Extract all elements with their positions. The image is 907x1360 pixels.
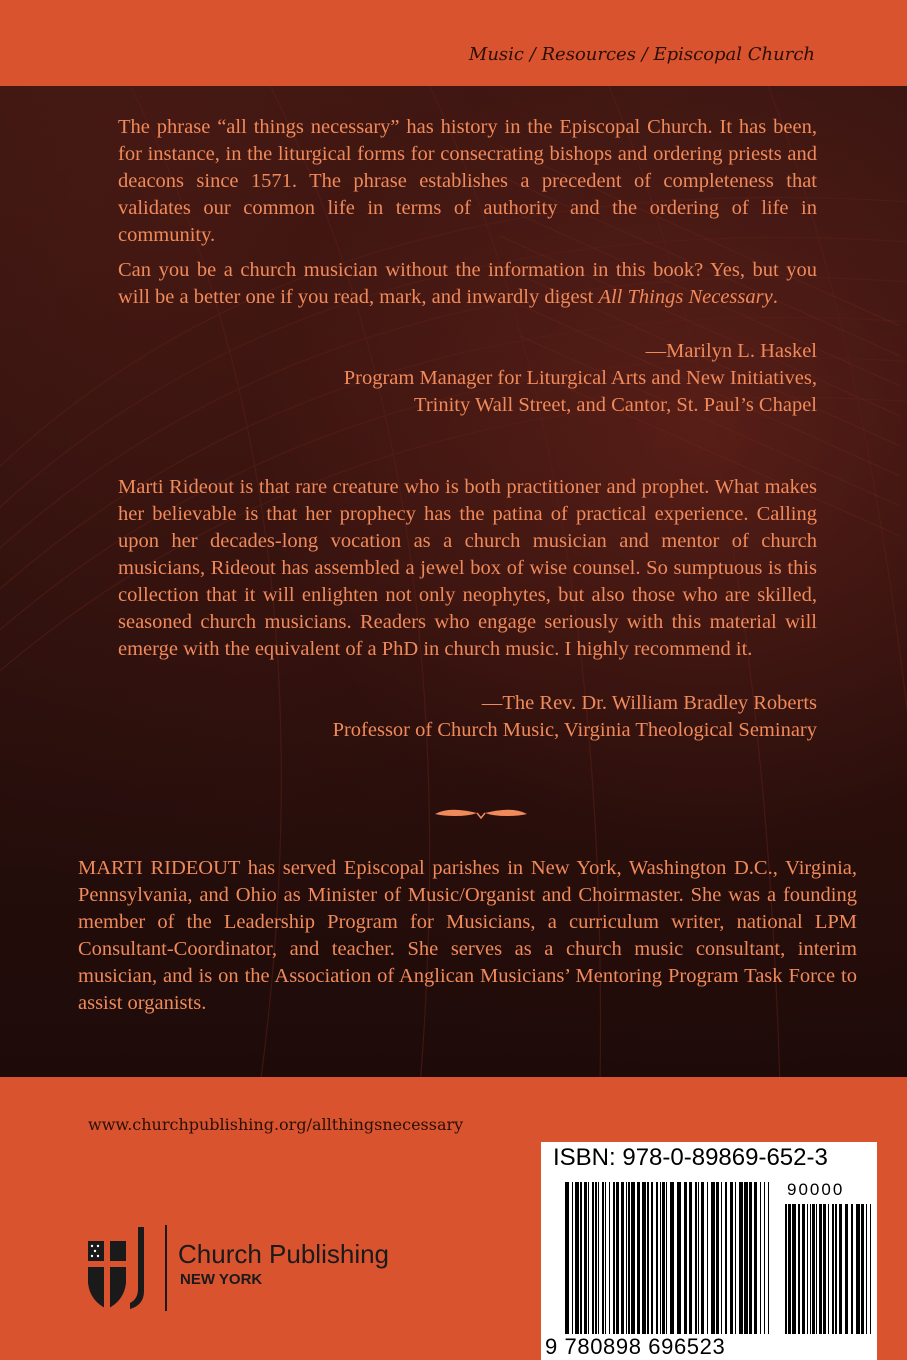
- barcode-bar: [609, 1182, 610, 1334]
- barcode-bar: [621, 1182, 624, 1334]
- author-name: MARTI RIDEOUT: [78, 857, 241, 879]
- isbn-barcode-box: [541, 1142, 877, 1360]
- barcode-bar: [677, 1182, 681, 1334]
- barcode-bar: [642, 1182, 646, 1334]
- barcode-bar: [628, 1182, 630, 1334]
- barcode-bar: [670, 1182, 674, 1334]
- barcode-bar: [861, 1204, 864, 1334]
- barcode-bar: [716, 1182, 719, 1334]
- endorsement-2-attribution: [333, 690, 817, 744]
- barcode-bar: [588, 1182, 589, 1334]
- barcode-bar: [689, 1182, 692, 1334]
- barcode-bar: [662, 1182, 665, 1334]
- website-url[interactable]: www.churchpublishing.org/allthingsnecessary: [88, 1115, 464, 1134]
- barcode-bar: [631, 1182, 635, 1334]
- endorser-role-line-1: Program Manager for Liturgical Arts and New Initiatives,: [343, 367, 817, 389]
- endorser-role: Professor of Church Music, Virginia Theological Seminary: [332, 719, 817, 741]
- endorsement-2-paragraph: Marti Rideout is that rare creature who is both practitioner and prophet. What makes her believable is that her prophecy has the patina of practical experience. Calling upon her decades-long vocation as a church musician and mentor of church musicians, Rideout has assembled a jewel box of wise counsel. So sumptuous is this collection that it will enlighten not only neophytes, but also those who are skilled, seasoned church musicians. Readers who engage seriously with this material will emerge with the equivalent of a PhD in church music. I highly recommend it.: [118, 476, 817, 660]
- barcode-bar: [666, 1182, 667, 1334]
- barcode-bar: [565, 1182, 569, 1334]
- barcode-bar: [739, 1182, 743, 1334]
- barcode-bar: [802, 1204, 805, 1334]
- barcode-bar: [856, 1204, 860, 1334]
- barcode-bar: [851, 1204, 853, 1334]
- barcode-bar: [828, 1204, 829, 1334]
- paragraph-2-text: Can you be a church musician without the information in this book? Yes, but you will be a better one if you read, mark, and inwardly digest: [118, 259, 817, 308]
- barcode-bar: [845, 1204, 848, 1334]
- category-label: Music / Resources / Episcopal Church: [468, 44, 815, 65]
- barcode-bar: [701, 1182, 704, 1334]
- barcode-bar: [810, 1204, 811, 1334]
- barcode-bar: [816, 1204, 817, 1334]
- barcode-bar: [616, 1182, 619, 1334]
- barcode-bar: [832, 1204, 834, 1334]
- publisher-name: Church Publishing: [178, 1239, 390, 1269]
- barcode-bar: [684, 1182, 687, 1334]
- barcode-bar: [595, 1182, 597, 1334]
- barcode-bar: [711, 1182, 715, 1334]
- barcode-bar: [807, 1204, 808, 1334]
- barcode-bar: [819, 1204, 822, 1334]
- barcode-bar: [744, 1182, 748, 1334]
- endorsement-1-paragraph-2: [118, 257, 817, 311]
- price-code: 90000: [787, 1180, 845, 1199]
- endorser-name: —Marilyn L. Haskel: [645, 340, 817, 362]
- barcode-bar: [613, 1182, 615, 1334]
- barcode-bar: [572, 1182, 573, 1334]
- barcode-bar: [707, 1182, 708, 1334]
- barcode-bar: [760, 1182, 761, 1334]
- barcode-bar: [605, 1182, 606, 1334]
- barcode-bar: [788, 1204, 791, 1334]
- barcode-bar: [785, 1204, 787, 1334]
- ean-digits: 9 780898 696523: [545, 1334, 726, 1359]
- barcode-bar: [602, 1182, 604, 1334]
- barcode-graphic: [541, 1142, 877, 1360]
- book-title: All Things Necessary: [598, 286, 773, 308]
- isbn-label: ISBN: 978-0-89869-652-3: [553, 1144, 828, 1171]
- barcode-bar: [754, 1182, 757, 1334]
- barcode-bar: [660, 1182, 661, 1334]
- barcode-bar: [866, 1204, 867, 1334]
- barcode-bar: [695, 1182, 697, 1334]
- barcode-bar: [792, 1204, 796, 1334]
- barcode-bar: [647, 1182, 649, 1334]
- endorsement-1-paragraph-1: The phrase “all things necessary” has history in the Episcopal Church. It has been, for instance, in the liturgical forms for consecrating bishops and ordering priests and deacons since 1571. The phrase establishes a precedent of completeness that validates our common life in terms of authority and the ordering of life in community.: [118, 116, 817, 246]
- barcode-bar: [798, 1204, 800, 1334]
- bio-text: has served Episcopal parishes in New York, Washington D.C., Virginia, Pennsylvania, and Ohio as Minister of Music/Organist and Choirmaster. She was a founding member of the Leadership Program for Musicians, a curriculum writer, national LPM Consultant-Coordinator, and teacher. She serves as a church music consultant, interim musician, and is on the Association of Anglican Musicians’ Mentoring Program Task Force to assist organists.: [78, 857, 857, 1014]
- endorser-role-line-2: Trinity Wall Street, and Cantor, St. Paul’s Chapel: [414, 394, 817, 416]
- publisher-city: NEW YORK: [180, 1271, 263, 1288]
- barcode-bar: [584, 1182, 587, 1334]
- barcode-bar: [580, 1182, 582, 1334]
- top-band: [0, 0, 907, 86]
- shield-cross-icon: [86, 1225, 158, 1311]
- paragraph-2-end: .: [772, 286, 778, 308]
- publisher-logo: [86, 1225, 426, 1315]
- dark-text-panel: [0, 86, 907, 1077]
- barcode-bar: [626, 1182, 627, 1334]
- barcode-bar: [637, 1182, 640, 1334]
- barcode-bar: [725, 1182, 727, 1334]
- barcode-bar: [839, 1204, 842, 1334]
- barcode-bar: [812, 1204, 815, 1334]
- barcode-bar: [870, 1204, 871, 1334]
- barcode-bar: [592, 1182, 594, 1334]
- barcode-bar: [768, 1182, 769, 1334]
- logo-divider: [165, 1225, 167, 1311]
- barcode-bar: [651, 1182, 653, 1334]
- ornament-divider-icon: [433, 804, 529, 824]
- barcode-bar: [835, 1204, 837, 1334]
- barcode-bar: [656, 1182, 658, 1334]
- barcode-bar: [721, 1182, 722, 1334]
- barcode-bar: [698, 1182, 699, 1334]
- author-bio: [78, 855, 857, 1017]
- barcode-bar: [598, 1182, 599, 1334]
- endorsement-1-attribution: [344, 338, 817, 419]
- barcode-bar: [749, 1182, 752, 1334]
- barcode-bar: [730, 1182, 733, 1334]
- barcode-bar: [735, 1182, 736, 1334]
- endorser-name: —The Rev. Dr. William Bradley Roberts: [481, 692, 817, 714]
- barcode-bar: [823, 1204, 826, 1334]
- barcode-bar: [575, 1182, 579, 1334]
- barcode-bar: [764, 1182, 765, 1334]
